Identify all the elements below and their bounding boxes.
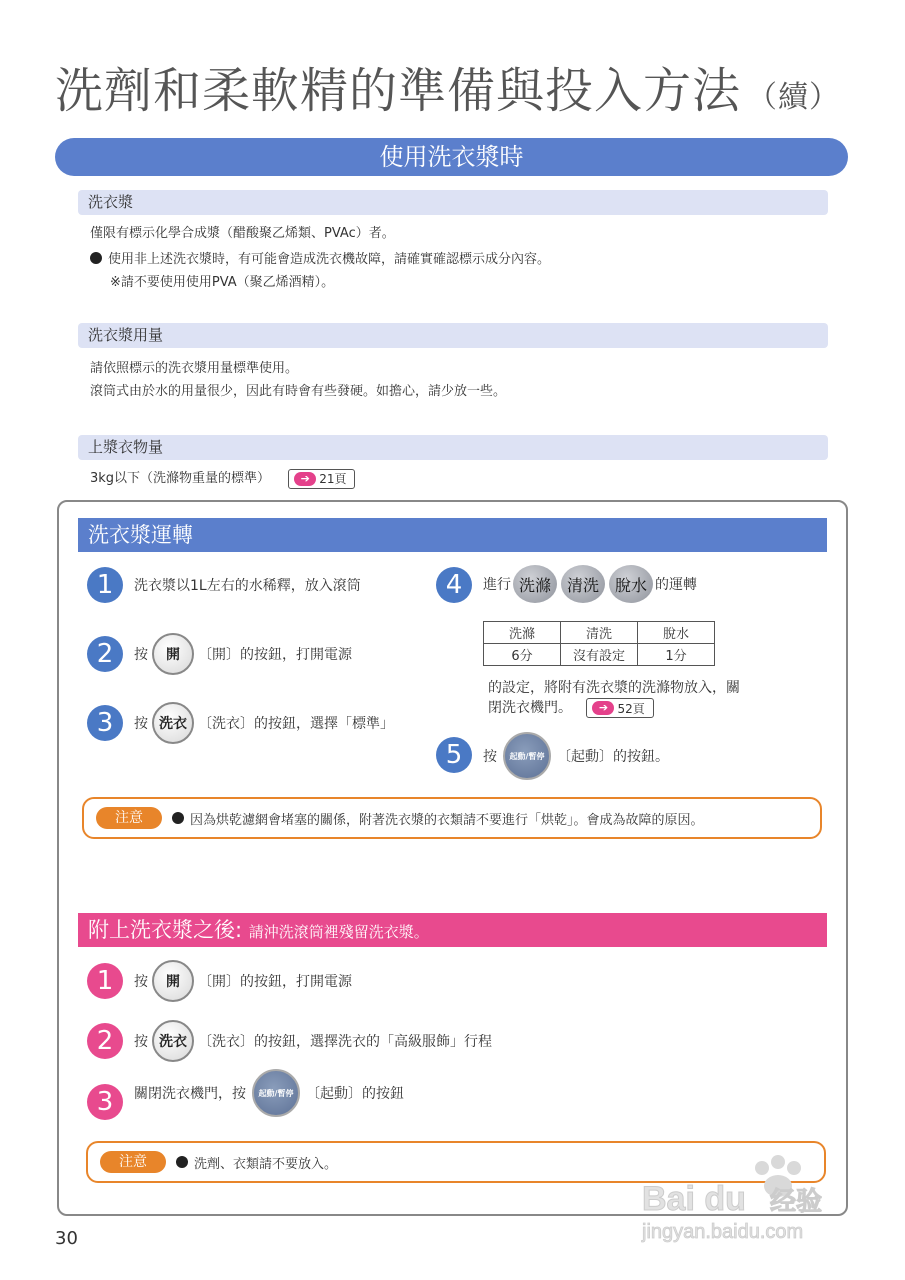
step-pre: 按 bbox=[483, 749, 497, 765]
page-number: 30 bbox=[55, 1228, 78, 1249]
step-number: 2 bbox=[87, 636, 123, 672]
title-suffix: （續） bbox=[747, 80, 841, 115]
wash-mode-button[interactable]: 洗滌 bbox=[513, 565, 557, 603]
wash-button[interactable]: 洗衣 bbox=[152, 702, 194, 744]
step-4-note-line-2 bbox=[488, 697, 654, 718]
step-text: 〔洗衣〕的按鈕，選擇「標準」 bbox=[198, 716, 394, 732]
baidu-watermark-logo bbox=[640, 1150, 860, 1250]
step-number: 3 bbox=[87, 705, 123, 741]
start-pause-button[interactable]: 起動/暫停 bbox=[252, 1069, 300, 1117]
step-text: 〔起動〕的按鈕。 bbox=[557, 749, 669, 765]
operation-heading: 洗衣漿運轉 bbox=[78, 518, 827, 552]
step-text: 〔開〕的按鈕，打開電源 bbox=[198, 974, 352, 990]
after-subheading: 請沖洗滾筒裡殘留洗衣漿。 bbox=[248, 923, 429, 941]
step-pre: 按 bbox=[134, 647, 148, 663]
step-text: 的運轉 bbox=[655, 577, 697, 593]
table-row bbox=[484, 644, 715, 666]
operation-step-4 bbox=[483, 564, 697, 604]
table-header-cell: 脫水 bbox=[638, 622, 715, 644]
svg-text:jingyan.baidu.com: jingyan.baidu.com bbox=[642, 1221, 804, 1243]
operation-step-5 bbox=[483, 733, 669, 779]
table-header-cell: 洗滌 bbox=[484, 622, 561, 644]
step-number: 1 bbox=[87, 963, 123, 999]
after-heading-title: 附上洗衣漿之後: bbox=[88, 918, 243, 942]
table-cell: 沒有設定 bbox=[561, 644, 638, 666]
table-cell: 1分 bbox=[638, 644, 715, 666]
amount-heading: 洗衣漿用量 bbox=[78, 323, 828, 348]
step-pre: 按 bbox=[134, 1034, 148, 1050]
section-banner: 使用洗衣漿時 bbox=[55, 138, 848, 176]
step-text: 〔起動〕的按鈕 bbox=[306, 1086, 404, 1102]
step-4-note-line-1: 的設定，將附有洗衣漿的洗滌物放入，關 bbox=[488, 680, 740, 696]
starch-line-1: 僅限有標示化學合成漿（醋酸聚乙烯類、PVAc）者。 bbox=[90, 226, 395, 241]
svg-text:经验: 经验 bbox=[770, 1187, 823, 1217]
step-number: 3 bbox=[87, 1084, 123, 1120]
load-line-1-text: 3kg以下（洗滌物重量的標準） bbox=[90, 471, 271, 486]
starch-heading: 洗衣漿 bbox=[78, 190, 828, 215]
step-text: 〔洗衣〕的按鈕，選擇洗衣的「高級服飾」行程 bbox=[198, 1034, 492, 1050]
step-pre: 進行 bbox=[483, 577, 511, 593]
page-title bbox=[55, 52, 840, 121]
step-4-note-text: 閉洗衣機門。 bbox=[488, 700, 572, 716]
page-ref-52[interactable] bbox=[586, 698, 653, 718]
step-number: 1 bbox=[87, 567, 123, 603]
start-pause-button[interactable]: 起動/暫停 bbox=[503, 732, 551, 780]
step-pre: 關閉洗衣機門，按 bbox=[134, 1086, 246, 1102]
amount-line-1: 請依照標示的洗衣漿用量標準使用。 bbox=[90, 361, 299, 376]
step-pre: 按 bbox=[134, 716, 148, 732]
after-step-1 bbox=[134, 961, 352, 1001]
amount-line-2: 滾筒式由於水的用量很少，因此有時會有些發硬。如擔心，請少放一些。 bbox=[90, 384, 507, 399]
after-step-2 bbox=[134, 1021, 492, 1061]
mode-table bbox=[483, 621, 715, 666]
table-header-cell: 清洗 bbox=[561, 622, 638, 644]
table-header-row bbox=[484, 622, 715, 644]
svg-text:Bai du: Bai du bbox=[642, 1180, 746, 1218]
step-pre: 按 bbox=[134, 974, 148, 990]
bullet-icon bbox=[172, 812, 184, 824]
wash-button[interactable]: 洗衣 bbox=[152, 1020, 194, 1062]
starch-line-2-text: 使用非上述洗衣漿時，有可能會造成洗衣機故障，請確實確認標示成分內容。 bbox=[108, 252, 551, 267]
step-number: 2 bbox=[87, 1023, 123, 1059]
notice-box bbox=[82, 797, 822, 839]
step-text: 洗衣漿以1L左右的水稀釋，放入滾筒 bbox=[134, 578, 361, 594]
step-number: 4 bbox=[436, 567, 472, 603]
arrow-right-icon: ➔ bbox=[294, 472, 316, 486]
power-button[interactable]: 開 bbox=[152, 633, 194, 675]
starch-line-2 bbox=[90, 248, 550, 267]
after-step-3 bbox=[134, 1069, 404, 1117]
bullet-icon bbox=[90, 252, 102, 264]
bullet-icon bbox=[176, 1156, 188, 1168]
title-main: 洗劑和柔軟精的準備與投入方法 bbox=[55, 63, 742, 119]
step-text: 〔開〕的按鈕，打開電源 bbox=[198, 647, 352, 663]
step-number: 5 bbox=[436, 737, 472, 773]
notice-text: 洗劑、衣類請不要放入。 bbox=[194, 1156, 338, 1172]
load-line-1 bbox=[90, 467, 355, 489]
operation-step-3 bbox=[134, 703, 394, 743]
operation-step-2 bbox=[134, 634, 352, 674]
notice-text: 因為烘乾濾網會堵塞的關係，附著洗衣漿的衣類請不要進行「烘乾」。會成為故障的原因。 bbox=[190, 812, 704, 828]
spin-mode-button[interactable]: 脫水 bbox=[609, 565, 653, 603]
starch-line-3: ※請不要使用使用PVA（聚乙烯酒精）。 bbox=[110, 275, 335, 290]
after-heading bbox=[78, 913, 827, 947]
load-heading: 上漿衣物量 bbox=[78, 435, 828, 460]
operation-step-1 bbox=[134, 565, 361, 605]
power-button[interactable]: 開 bbox=[152, 960, 194, 1002]
table-cell: 6分 bbox=[484, 644, 561, 666]
notice-label: 注意 bbox=[96, 807, 162, 829]
arrow-right-icon: ➔ bbox=[592, 701, 614, 715]
page-ref-label: 52頁 bbox=[617, 701, 645, 716]
page-ref-label: 21頁 bbox=[319, 472, 347, 486]
rinse-mode-button[interactable]: 清洗 bbox=[561, 565, 605, 603]
notice-label: 注意 bbox=[100, 1151, 166, 1173]
page-ref-21[interactable] bbox=[288, 469, 355, 489]
